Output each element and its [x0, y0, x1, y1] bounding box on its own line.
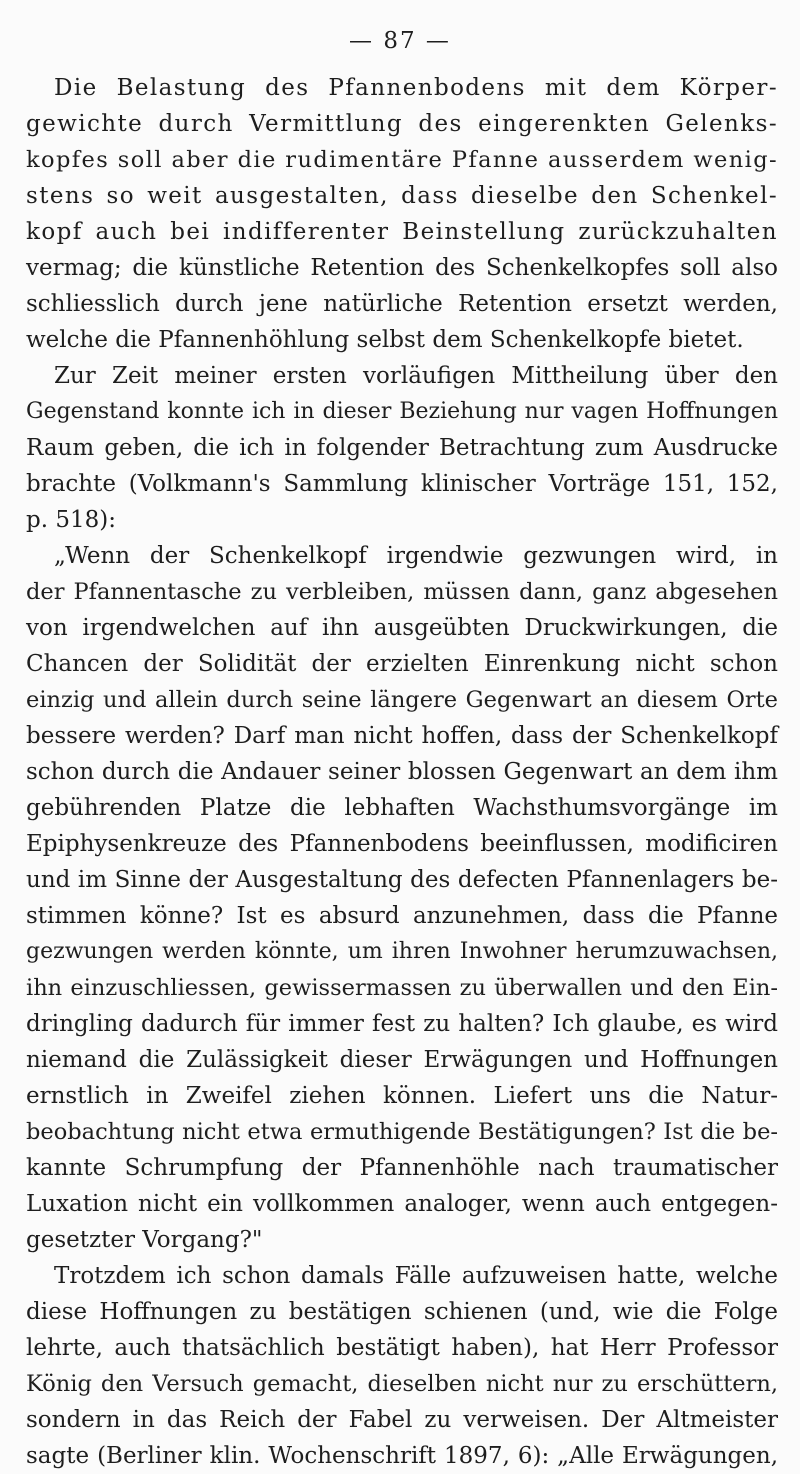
text-line: „Wenn der Schenkelkopf irgendwie gezwungen wird, in: [54, 543, 778, 569]
text-line: beobachtung nicht etwa ermuthigende Bestätigungen? Ist die be-: [26, 1119, 778, 1145]
text-line: einzig und allein durch seine längere Gegenwart an diesem Orte: [26, 687, 778, 713]
text-line: gewichte durch Vermittlung des eingerenkten Gelenks-: [26, 111, 778, 137]
text-line: Die Belastung des Pfannenbodens mit dem Körper-: [54, 75, 778, 101]
page-number: — 87 —: [349, 28, 451, 54]
text-line: vermag; die künstliche Retention des Schenkelkopfes soll also: [26, 255, 778, 281]
text-line: Epiphysenkreuze des Pfannenbodens beeinflussen, modificiren: [26, 831, 778, 857]
text-line: von irgendwelchen auf ihn ausgeübten Druckwirkungen, die: [26, 615, 778, 641]
text-line: schliesslich durch jene natürliche Retention ersetzt werden,: [26, 291, 778, 317]
text-line: lehrte, auch thatsächlich bestätigt haben), hat Herr Professor: [26, 1335, 778, 1361]
text-line: gesetzter Vorgang?": [26, 1227, 263, 1253]
text-line: Chancen der Solidität der erzielten Einrenkung nicht schon: [26, 651, 778, 677]
text-line: niemand die Zulässigkeit dieser Erwägungen und Hoffnungen: [26, 1047, 778, 1073]
text-line: kopf auch bei indifferenter Beinstellung zurückzuhalten: [26, 219, 778, 245]
body-text: [26, 70, 778, 1474]
text-line: bessere werden? Darf man nicht hoffen, dass der Schenkelkopf: [26, 723, 778, 749]
text-line: und im Sinne der Ausgestaltung des defecten Pfannenlagers be-: [26, 867, 778, 893]
text-line: p. 518):: [26, 507, 116, 533]
text-line: welche die Pfannenhöhlung selbst dem Schenkelkopfe bietet.: [26, 327, 744, 353]
text-line: sondern in das Reich der Fabel zu verweisen. Der Altmeister: [26, 1407, 778, 1433]
text-line: schon durch die Andauer seiner blossen Gegenwart an dem ihm: [26, 759, 778, 785]
text-line: gebührenden Platze die lebhaften Wachsthumsvorgänge im: [26, 795, 778, 821]
text-line: Trotzdem ich schon damals Fälle aufzuweisen hatte, welche: [54, 1263, 778, 1289]
text-line: kopfes soll aber die rudimentäre Pfanne ausserdem wenig-: [26, 147, 778, 173]
text-line: dringling dadurch für immer fest zu halten? Ich glaube, es wird: [26, 1011, 778, 1037]
text-line: Luxation nicht ein vollkommen analoger, wenn auch entgegen-: [26, 1191, 778, 1217]
text-line: diese Hoffnungen zu bestätigen schienen (und, wie die Folge: [26, 1299, 778, 1325]
text-line: stens so weit ausgestalten, dass dieselbe den Schenkel-: [26, 183, 778, 209]
text-line: sagte (Berliner klin. Wochenschrift 1897, 6): „Alle Erwägungen,: [26, 1443, 778, 1469]
text-line: ernstlich in Zweifel ziehen können. Liefert uns die Natur-: [26, 1083, 778, 1109]
text-line: brachte (Volkmann's Sammlung klinischer Vorträge 151, 152,: [26, 471, 778, 497]
text-line: Zur Zeit meiner ersten vorläufigen Mittheilung über den: [54, 363, 778, 389]
text-line: König den Versuch gemacht, dieselben nicht nur zu erschüttern,: [26, 1371, 778, 1397]
text-line: kannte Schrumpfung der Pfannenhöhle nach traumatischer: [26, 1155, 778, 1181]
text-line: Gegenstand konnte ich in dieser Beziehung nur vagen Hoffnungen: [26, 399, 778, 424]
text-line: Raum geben, die ich in folgender Betrachtung zum Ausdrucke: [26, 435, 778, 461]
text-line: gezwungen werden könnte, um ihren Inwohner herumzuwachsen,: [26, 939, 778, 964]
text-line: stimmen könne? Ist es absurd anzunehmen, dass die Pfanne: [26, 903, 778, 929]
text-line: ihn einzuschliessen, gewissermassen zu überwallen und den Ein-: [26, 975, 778, 1001]
text-line: der Pfannentasche zu verbleiben, müssen dann, ganz abgesehen: [26, 579, 778, 605]
